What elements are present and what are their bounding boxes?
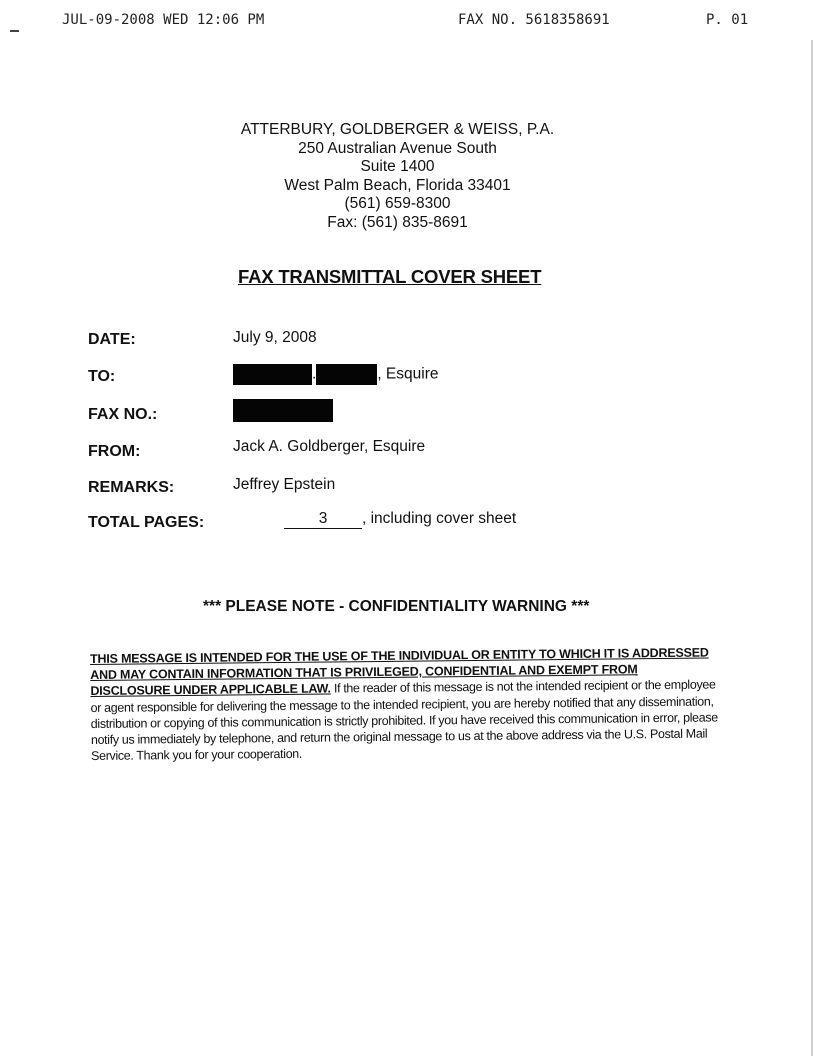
date-value: July 9, 2008 <box>233 329 317 346</box>
fax-timestamp: JUL-09-2008 WED 12:06 PM <box>62 12 265 28</box>
page-number: P. 01 <box>706 12 749 28</box>
fax-number: Fax: (561) 835-8691 <box>327 213 468 231</box>
fax-no-label: FAX NO.: <box>88 406 158 423</box>
firm-name: ATTERBURY, GOLDBERGER & WEISS, P.A. <box>240 121 555 138</box>
pages-suffix: , including cover sheet <box>362 510 517 527</box>
confidentiality-notice <box>90 644 719 764</box>
fax-no-value <box>233 399 333 422</box>
to-suffix: , Esquire <box>377 365 439 383</box>
letterhead <box>205 121 590 232</box>
phone-number: (561) 659-8300 <box>344 195 451 212</box>
cover-sheet-title: FAX TRANSMITTAL COVER SHEET <box>238 266 542 287</box>
redaction-block <box>316 364 377 385</box>
scan-mark <box>10 30 19 32</box>
confidentiality-warning-title: *** PLEASE NOTE - CONFIDENTIALITY WARNING *** <box>203 598 590 615</box>
to-label: TO: <box>88 368 116 385</box>
city-state-zip: West Palm Beach, Florida 33401 <box>284 176 511 194</box>
pages-count: 3 <box>284 510 362 529</box>
date-label: DATE: <box>88 331 136 348</box>
remarks-value: Jeffrey Epstein <box>233 476 336 493</box>
to-separator: . <box>312 365 317 383</box>
remarks-label: REMARKS: <box>88 479 175 496</box>
suite: Suite 1400 <box>360 158 435 175</box>
total-pages-label: TOTAL PAGES: <box>88 514 205 531</box>
street-address: 250 Australian Avenue South <box>298 139 497 157</box>
redaction-block <box>233 364 312 385</box>
scan-edge <box>811 40 813 1056</box>
notice-caps: THIS MESSAGE IS INTENDED FOR THE USE OF THE INDIVIDUAL OR ENTITY TO WHICH IT IS ADDRESSED AND MAY CONTAIN INFORMATION THAT IS PRIVILEGED, CONFIDENTIAL AND EXEMPT FROM DISCLOSURE UNDER APPLICABLE LAW. <box>90 645 709 699</box>
total-pages-value <box>284 510 516 529</box>
redaction-block <box>233 399 333 422</box>
notice-body: If the reader of this message is not the intended recipient or the employee or agent responsible for delivering the message to the intended recipient, you are hereby notified that any dissemination, distribution or copying of this communication is strictly prohibited. If you have received this communication in error, please notify us immediately by telephone, and return the original message to us at the above address via the U.S. Postal Mail Service. Thank you for your cooperation. <box>90 677 718 764</box>
to-value <box>233 364 438 385</box>
fax-number-header: FAX NO. 5618358691 <box>458 12 610 28</box>
from-value: Jack A. Goldberger, Esquire <box>233 438 426 455</box>
from-label: FROM: <box>88 443 141 460</box>
